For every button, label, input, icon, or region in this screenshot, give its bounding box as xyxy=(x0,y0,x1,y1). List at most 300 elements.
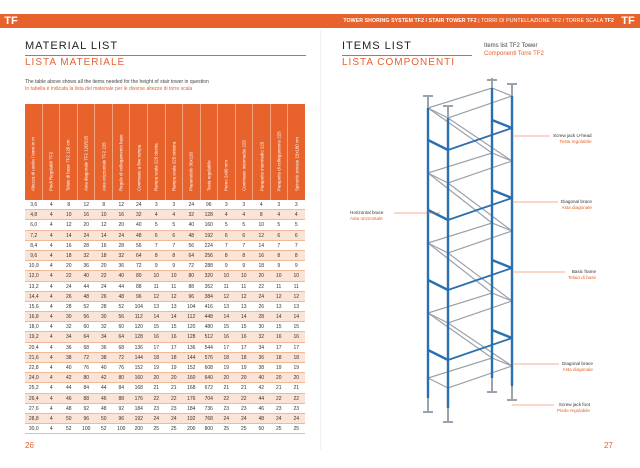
table-cell: 288 xyxy=(204,263,213,270)
table-cell: 4 xyxy=(49,344,53,351)
column-header xyxy=(218,104,236,200)
table-cell: 24 xyxy=(153,415,160,422)
table-cell: 11 xyxy=(241,283,247,290)
table-row xyxy=(25,353,305,363)
table-row xyxy=(25,404,305,414)
table-row xyxy=(25,261,305,271)
column-header xyxy=(130,104,148,200)
table-cell: 80 xyxy=(135,273,142,280)
table-cell: 224 xyxy=(204,242,213,249)
table-cell: 16 xyxy=(170,334,177,341)
table-cell: 26 xyxy=(65,293,72,300)
table-cell: 10 xyxy=(153,273,160,280)
table-cell: 8 xyxy=(277,252,281,259)
table-cell: 15 xyxy=(240,324,247,331)
table-cell: 68 xyxy=(118,344,125,351)
table-cell: 46 xyxy=(258,405,265,412)
table-cell: 32 xyxy=(100,324,107,331)
table-cell: 13 xyxy=(153,303,160,310)
tf-logo-right: TF xyxy=(621,15,635,27)
table-cell: 576 xyxy=(204,354,213,361)
table-cell: 6 xyxy=(242,232,246,239)
table-cell: 4 xyxy=(49,385,53,392)
table-cell: 52 xyxy=(118,303,125,310)
column-header xyxy=(43,104,61,200)
table-cell: 44 xyxy=(83,283,90,290)
column-header-label: Corrimano intermedio 225 xyxy=(241,140,247,191)
table-cell: 40 xyxy=(118,273,125,280)
table-cell: 20 xyxy=(153,375,160,382)
table-cell: 96 xyxy=(205,202,212,208)
table-cell: 44 xyxy=(65,385,72,392)
table-cell: 22 xyxy=(240,395,247,402)
table-cell: 7 xyxy=(224,242,228,249)
intro-text-en: The table above shows all the items needed for the height of stair tower in question xyxy=(25,79,209,85)
table-cell: 13 xyxy=(293,303,300,310)
tf-logo-left: TF xyxy=(4,15,18,27)
table-cell: 200 xyxy=(187,426,196,433)
table-cell: 15 xyxy=(275,324,282,331)
table-cell: 36 xyxy=(83,263,90,270)
table-row xyxy=(25,383,305,393)
table-cell: 112 xyxy=(187,314,196,321)
table-cell: 28 xyxy=(258,314,265,321)
table-cell: 4 xyxy=(49,415,53,422)
table-cell: 24 xyxy=(275,415,282,422)
table-cell: 24 xyxy=(258,293,265,300)
table-cell: 32 xyxy=(118,252,125,259)
table-cell: 24 xyxy=(83,232,90,239)
callout-horizontal-label: Horizontal brace xyxy=(350,210,384,215)
table-cell: 4 xyxy=(49,324,53,331)
column-header xyxy=(25,104,43,200)
table-cell: 50 xyxy=(100,415,107,422)
table-cell: 12 xyxy=(223,293,230,300)
table-cell: 192 xyxy=(204,232,213,239)
table-cell: 14 xyxy=(223,314,230,321)
callout-diagonal-bottom-sub: Asta diagonale xyxy=(562,366,593,372)
table-cell: 4 xyxy=(49,232,53,239)
callout-diagonal-bottom-label: Diagonal brace xyxy=(562,361,593,366)
page-title-right: ITEMS LIST xyxy=(342,40,412,52)
table-cell: 15 xyxy=(223,324,230,331)
table-cell: 4 xyxy=(49,354,53,361)
table-cell: 40 xyxy=(83,273,90,280)
table-cell: 14 xyxy=(258,242,265,249)
table-cell: 6 xyxy=(224,232,228,239)
table-cell: 19 xyxy=(153,365,160,371)
table-cell: 92 xyxy=(83,405,90,412)
table-cell: 16,8 xyxy=(28,314,39,321)
table-cell: 42 xyxy=(258,385,265,392)
table-cell: 46 xyxy=(65,395,72,402)
table-cell: 104 xyxy=(134,303,143,310)
table-cell: 26 xyxy=(100,293,107,300)
table-cell: 160 xyxy=(187,375,196,382)
table-cell: 20 xyxy=(275,375,282,382)
table-cell: 30 xyxy=(65,314,72,321)
callout-basic-frame xyxy=(568,269,596,280)
table-cell: 9 xyxy=(154,263,158,270)
table-cell: 4 xyxy=(49,365,53,371)
table-body xyxy=(25,200,305,434)
table-cell: 608 xyxy=(204,365,213,371)
table-cell: 26 xyxy=(258,303,265,310)
table-cell: 8 xyxy=(242,252,246,259)
table-cell: 80 xyxy=(83,375,90,382)
column-header xyxy=(78,104,96,200)
table-cell: 32 xyxy=(83,252,90,259)
table-cell: 4 xyxy=(49,252,53,259)
table-cell: 52 xyxy=(100,426,107,433)
table-cell: 320 xyxy=(204,273,213,280)
callout-screw-foot-label: Screw jack foot xyxy=(558,402,590,407)
table-cell: 80 xyxy=(188,273,195,280)
table-cell: 12 xyxy=(118,202,125,208)
table-cell: 30,0 xyxy=(28,426,39,433)
table-cell: 128 xyxy=(187,334,196,341)
table-cell: 4 xyxy=(277,212,281,219)
table-cell: 8 xyxy=(172,252,176,259)
table-cell: 152 xyxy=(187,365,196,371)
table-cell: 18 xyxy=(258,263,265,270)
callout-diagonal-top xyxy=(561,199,592,210)
table-cell: 100 xyxy=(117,426,126,433)
table-cell: 40 xyxy=(100,365,107,371)
table-cell: 22 xyxy=(293,395,300,402)
table-cell: 18 xyxy=(65,252,72,259)
table-cell: 8,4 xyxy=(30,242,38,249)
table-cell: 16 xyxy=(100,242,107,249)
table-cell: 18 xyxy=(240,354,247,361)
table-cell: 4 xyxy=(49,303,53,310)
table-cell: 15 xyxy=(293,324,300,331)
table-cell: 40 xyxy=(65,365,72,371)
table-cell: 22,8 xyxy=(28,365,39,371)
table-row xyxy=(25,210,305,220)
table-cell: 14 xyxy=(240,314,247,321)
callout-basic-frame-sub: Telaio di base xyxy=(568,274,597,280)
table-row xyxy=(25,200,305,210)
table-cell: 10 xyxy=(240,273,247,280)
table-cell: 192 xyxy=(134,415,143,422)
table-cell: 76 xyxy=(118,365,125,371)
column-header-label: Asta orizzontale TF2 225 xyxy=(101,142,107,191)
callout-screw-head-sub: Testa regolabile xyxy=(559,138,592,144)
table-cell: 168 xyxy=(134,385,143,392)
table-cell: 64 xyxy=(135,252,142,259)
table-cell: 7,2 xyxy=(30,232,38,239)
table-cell: 24 xyxy=(223,415,230,422)
table-cell: 18 xyxy=(223,354,230,361)
title-rule-left xyxy=(25,55,306,56)
table-cell: 64 xyxy=(83,334,90,341)
table-cell: 4 xyxy=(49,263,53,270)
table-cell: 80 xyxy=(118,375,125,382)
table-cell: 30 xyxy=(100,314,107,321)
table-cell: 4 xyxy=(172,212,176,219)
table-cell: 84 xyxy=(83,385,90,392)
callout-horizontal xyxy=(350,210,383,221)
column-header-label: Parapetto di collegamento 225 xyxy=(276,131,282,191)
header-title xyxy=(343,14,614,28)
table-header xyxy=(25,104,305,200)
table-cell: 12 xyxy=(275,293,282,300)
table-cell: 8 xyxy=(259,212,263,219)
table-cell: 15,6 xyxy=(28,303,39,310)
column-header-label: Parapetto intermedio 225 xyxy=(259,141,265,191)
callout-basic-frame-label: Basic frame xyxy=(571,269,597,274)
table-cell: 512 xyxy=(204,334,213,341)
table-cell: 96 xyxy=(135,293,142,300)
column-header xyxy=(253,104,271,200)
table-cell: 24 xyxy=(118,232,125,239)
table-cell: 14 xyxy=(65,232,72,239)
table-cell: 10 xyxy=(275,273,282,280)
table-cell: 88 xyxy=(118,395,125,402)
table-cell: 21 xyxy=(153,385,160,392)
table-cell: 25,2 xyxy=(28,385,39,392)
table-cell: 24 xyxy=(135,202,142,208)
table-cell: 4 xyxy=(49,375,53,382)
table-cell: 21 xyxy=(170,385,177,392)
table-cell: 144 xyxy=(134,354,143,361)
column-header xyxy=(201,104,219,200)
table-cell: 22 xyxy=(258,283,265,290)
table-cell: 12 xyxy=(258,232,265,239)
table-cell: 17 xyxy=(153,344,160,351)
table-cell: 19 xyxy=(223,365,230,371)
table-cell: 34 xyxy=(100,334,107,341)
table-cell: 4 xyxy=(242,212,246,219)
table-cell: 9,6 xyxy=(30,252,38,259)
table-row xyxy=(25,332,305,342)
header-title-tail: TF2 xyxy=(604,18,614,24)
table-cell: 12,0 xyxy=(28,273,39,280)
table-cell: 3 xyxy=(172,202,176,208)
page-number-right: 27 xyxy=(604,441,613,450)
table-cell: 14 xyxy=(293,314,300,321)
table-cell: 184 xyxy=(187,405,196,412)
table-cell: 50 xyxy=(65,415,72,422)
table-cell: 28 xyxy=(65,303,72,310)
table-cell: 10 xyxy=(170,273,177,280)
table-cell: 30 xyxy=(258,324,265,331)
table-cell: 4 xyxy=(49,222,53,229)
table-cell: 20 xyxy=(118,222,125,229)
table-cell: 6 xyxy=(172,232,176,239)
table-cell: 800 xyxy=(204,426,213,433)
table-cell: 88 xyxy=(188,283,195,290)
table-cell: 18,0 xyxy=(28,324,39,331)
header-title-strong: TOWER SHORING SYSTEM TF2 / STAIR TOWER TF2 xyxy=(343,18,477,24)
table-cell: 36 xyxy=(118,263,125,270)
table-cell: 9 xyxy=(172,263,176,270)
table-cell: 13 xyxy=(240,303,247,310)
table-cell: 120 xyxy=(134,324,143,331)
table-cell: 10,9 xyxy=(28,263,39,270)
table-cell: 416 xyxy=(204,303,213,310)
table-cell: 8 xyxy=(154,252,158,259)
column-header-label: Regolo di collegamento base xyxy=(118,134,124,191)
table-row xyxy=(25,394,305,404)
page-subtitle-right: LISTA COMPONENTI xyxy=(342,57,456,68)
table-cell: 17 xyxy=(275,344,282,351)
table-cell: 21,6 xyxy=(28,354,39,361)
table-cell: 28,8 xyxy=(28,415,39,422)
column-header-label: Testa regolabile xyxy=(206,160,212,191)
table-cell: 56 xyxy=(83,314,90,321)
table-cell: 11 xyxy=(171,283,177,290)
table-cell: 96 xyxy=(83,415,90,422)
table-row xyxy=(25,424,305,434)
table-cell: 48 xyxy=(100,405,107,412)
header-title-light: | TORRI DI PUNTELLAZIONE TF2 / TORRE SCALA xyxy=(476,18,605,24)
table-cell: 4,8 xyxy=(30,212,38,219)
table-cell: 32 xyxy=(135,212,142,219)
table-cell: 7 xyxy=(154,242,158,249)
table-cell: 21 xyxy=(240,385,247,392)
table-cell: 3 xyxy=(294,202,298,208)
table-cell: 480 xyxy=(204,324,213,331)
table-cell: 184 xyxy=(134,405,143,412)
table-cell: 4 xyxy=(49,293,53,300)
table-cell: 27,6 xyxy=(28,405,39,412)
table-row xyxy=(25,231,305,241)
table-row xyxy=(25,343,305,353)
column-header-label: Altezza di uscita / torre in m xyxy=(30,137,36,191)
page-title-left: MATERIAL LIST xyxy=(25,40,119,52)
page-divider xyxy=(320,30,321,450)
table-cell: 5 xyxy=(277,222,281,229)
table-cell: 136 xyxy=(134,344,143,351)
table-cell: 4 xyxy=(49,395,53,402)
table-cell: 18 xyxy=(275,354,282,361)
table-cell: 20 xyxy=(258,273,265,280)
table-cell: 48 xyxy=(135,232,142,239)
table-cell: 5 xyxy=(154,222,158,229)
table-cell: 25 xyxy=(223,426,230,433)
table-row xyxy=(25,282,305,292)
table-cell: 42 xyxy=(100,375,107,382)
table-cell: 12 xyxy=(293,293,300,300)
table-cell: 36 xyxy=(258,354,265,361)
page-subtitle-left: LISTA MATERIALE xyxy=(25,57,126,68)
table-cell: 22 xyxy=(65,273,72,280)
table-cell: 5 xyxy=(242,222,246,229)
table-cell: 6 xyxy=(294,232,298,239)
table-cell: 152 xyxy=(134,365,143,371)
table-row xyxy=(25,363,305,373)
callout-diagonal-bottom xyxy=(562,361,593,372)
column-header-label: Rampa scala 225 destra xyxy=(153,143,159,191)
table-cell: 20,4 xyxy=(28,344,39,351)
table-cell: 56 xyxy=(118,314,125,321)
table-cell: 23 xyxy=(293,405,300,412)
table-cell: 28 xyxy=(100,303,107,310)
table-cell: 736 xyxy=(204,405,213,412)
table-cell: 64 xyxy=(118,334,125,341)
callout-screw-head xyxy=(553,133,592,144)
table-row xyxy=(25,322,305,332)
table-cell: 19 xyxy=(170,365,177,371)
column-header-label: Asta diagonale TF2 120/225 xyxy=(83,135,89,191)
table-row xyxy=(25,312,305,322)
table-cell: 176 xyxy=(134,395,143,402)
table-cell: 16 xyxy=(240,334,247,341)
column-header xyxy=(288,104,305,200)
table-cell: 23 xyxy=(240,405,247,412)
table-cell: 88 xyxy=(135,283,142,290)
table-cell: 544 xyxy=(204,344,213,351)
column-header-label: Pianerottolo 30x120 xyxy=(188,151,194,191)
table-cell: 18 xyxy=(170,354,177,361)
table-row xyxy=(25,292,305,302)
table-row xyxy=(25,241,305,251)
table-cell: 6,0 xyxy=(30,222,38,229)
table-cell: 128 xyxy=(134,334,143,341)
table-cell: 7 xyxy=(172,242,176,249)
table-cell: 3 xyxy=(277,202,281,208)
table-cell: 28 xyxy=(83,242,90,249)
brace-lines xyxy=(428,88,512,408)
table-cell: 21 xyxy=(275,385,282,392)
table-cell: 10 xyxy=(223,273,230,280)
table-cell: 96 xyxy=(188,293,195,300)
table-cell: 6 xyxy=(154,232,158,239)
table-cell: 60 xyxy=(118,324,125,331)
table-cell: 84 xyxy=(118,385,125,392)
table-cell: 16 xyxy=(118,212,125,219)
table-cell: 92 xyxy=(118,405,125,412)
table-cell: 672 xyxy=(204,385,213,392)
table-cell: 9 xyxy=(224,263,228,270)
table-cell: 20 xyxy=(83,222,90,229)
table-cell: 4 xyxy=(49,334,53,341)
table-cell: 48 xyxy=(258,415,265,422)
material-table xyxy=(25,104,305,434)
table-row xyxy=(25,302,305,312)
table-cell: 20 xyxy=(170,375,177,382)
callout-horizontal-sub: Asta orizzontale xyxy=(350,215,383,221)
table-cell: 72 xyxy=(135,263,142,270)
column-header xyxy=(95,104,113,200)
table-cell: 14 xyxy=(100,232,107,239)
table-cell: 40 xyxy=(135,222,142,229)
table-cell: 168 xyxy=(187,385,196,392)
column-header xyxy=(113,104,131,200)
table-cell: 48 xyxy=(188,232,195,239)
table-cell: 25 xyxy=(240,426,247,433)
callout-screw-foot-sub: Piede regolabile xyxy=(557,407,590,413)
table-cell: 352 xyxy=(204,283,213,290)
table-cell: 3 xyxy=(224,202,228,208)
table-cell: 14,4 xyxy=(28,293,39,300)
callout-diagonal-top-label: Diagonal brace xyxy=(561,199,592,204)
table-cell: 9 xyxy=(242,263,246,270)
table-cell: 22 xyxy=(153,395,160,402)
table-cell: 64 xyxy=(188,252,195,259)
table-cell: 52 xyxy=(65,426,72,433)
table-cell: 384 xyxy=(204,293,213,300)
table-cell: 768 xyxy=(204,415,213,422)
tower-illustration xyxy=(370,78,540,428)
page-number-left: 26 xyxy=(25,441,34,450)
table-cell: 22 xyxy=(100,273,107,280)
table-cell: 38 xyxy=(65,354,72,361)
table-cell: 19 xyxy=(293,365,300,371)
table-cell: 11 xyxy=(223,283,229,290)
